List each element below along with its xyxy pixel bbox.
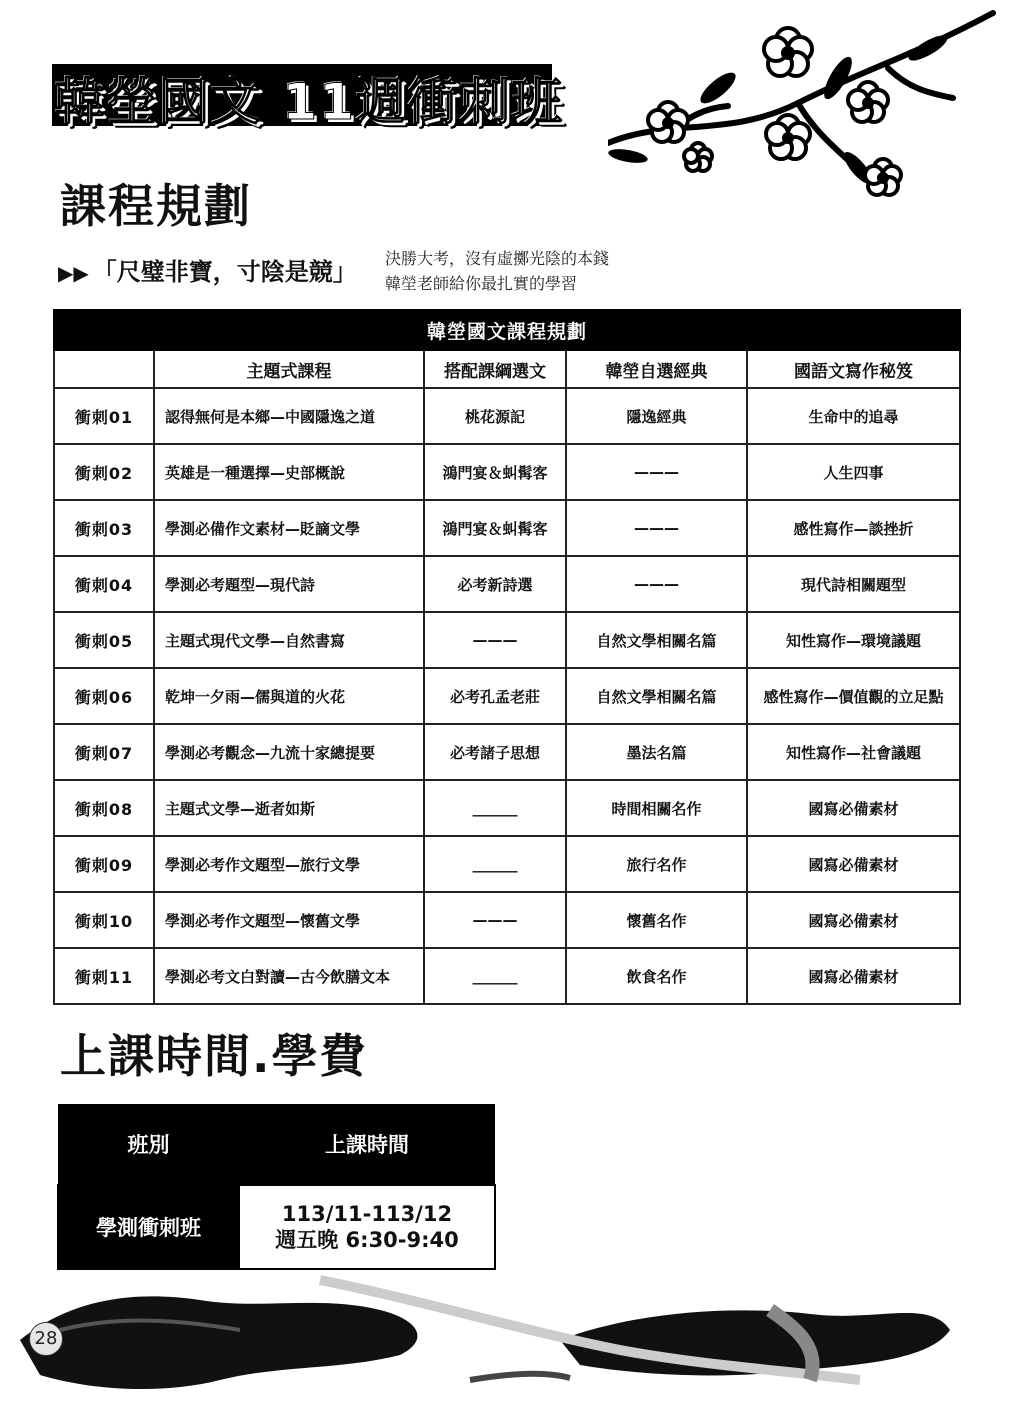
selected-text-cell: 鴻門宴＆虯髯客 xyxy=(424,444,566,500)
title-brand: 韓塋國文 xyxy=(55,73,263,131)
plum-blossom-branch-icon xyxy=(608,8,998,208)
subtext-line: 韓塋老師給你最扎實的學習 xyxy=(385,274,578,293)
classic-cell: ——— xyxy=(566,500,747,556)
column-header xyxy=(54,350,154,388)
title-course: 11週衝刺班 xyxy=(282,73,565,131)
classic-cell: 自然文學相關名篇 xyxy=(566,612,747,668)
table-row xyxy=(54,388,960,444)
selected-text-cell: 桃花源記 xyxy=(424,388,566,444)
selected-text-cell: 必考新詩選 xyxy=(424,556,566,612)
classic-cell: 墨法名篇 xyxy=(566,724,747,780)
course-code-cell: 衝刺03 xyxy=(54,500,154,556)
topic-cell: 學測必備作文素材—貶謫文學 xyxy=(154,500,424,556)
classic-cell: ——— xyxy=(566,556,747,612)
page-number: 28 xyxy=(29,1322,63,1356)
topic-cell: 主題式文學—逝者如斯 xyxy=(154,780,424,836)
table-row xyxy=(54,836,960,892)
writing-cell: 知性寫作—社會議題 xyxy=(747,724,960,780)
table-row xyxy=(54,444,960,500)
course-code-cell: 衝刺11 xyxy=(54,948,154,1004)
table-caption: 韓塋國文課程規劃 xyxy=(54,310,960,350)
course-code-cell: 衝刺02 xyxy=(54,444,154,500)
writing-cell: 生命中的追尋 xyxy=(747,388,960,444)
date-range: 113/11-113/12 xyxy=(281,1202,453,1226)
course-code-cell: 衝刺04 xyxy=(54,556,154,612)
table-row xyxy=(54,612,960,668)
table-row xyxy=(54,780,960,836)
slogan-text: 「尺璧非寶，寸陰是競」 xyxy=(92,258,357,286)
column-header: 國語文寫作秘笈 xyxy=(747,350,960,388)
topic-cell: 學測必考題型—現代詩 xyxy=(154,556,424,612)
table-header-row xyxy=(54,350,960,388)
subtext-line: 決勝大考，沒有虛擲光陰的本錢 xyxy=(385,249,610,268)
writing-cell: 現代詩相關題型 xyxy=(747,556,960,612)
double-arrow-icon: ▶▶ xyxy=(58,261,89,285)
selected-text-cell: ______ xyxy=(424,780,566,836)
course-code-cell: 衝刺05 xyxy=(54,612,154,668)
classic-cell: 旅行名作 xyxy=(566,836,747,892)
course-code-cell: 衝刺06 xyxy=(54,668,154,724)
topic-cell: 英雄是一種選擇—史部概說 xyxy=(154,444,424,500)
selected-text-cell: 必考諸子思想 xyxy=(424,724,566,780)
table-row xyxy=(54,500,960,556)
topic-cell: 認得無何是本鄉—中國隱逸之道 xyxy=(154,388,424,444)
course-plan-heading: 課程規劃 xyxy=(60,179,252,233)
writing-cell: 知性寫作—環境議題 xyxy=(747,612,960,668)
table-row xyxy=(54,948,960,1004)
table-row xyxy=(54,556,960,612)
writing-cell: 國寫必備素材 xyxy=(747,948,960,1004)
column-header: 上課時間 xyxy=(239,1104,495,1185)
schedule-table xyxy=(57,1104,496,1270)
course-plan-table xyxy=(53,309,961,1005)
classic-cell: 飲食名作 xyxy=(566,948,747,1004)
writing-cell: 國寫必備素材 xyxy=(747,780,960,836)
course-code-cell: 衝刺09 xyxy=(54,836,154,892)
classic-cell: 懷舊名作 xyxy=(566,892,747,948)
writing-cell: 感性寫作—價值觀的立足點 xyxy=(747,668,960,724)
column-header: 主題式課程 xyxy=(154,350,424,388)
classic-cell: 自然文學相關名篇 xyxy=(566,668,747,724)
topic-cell: 學測必考作文題型—懷舊文學 xyxy=(154,892,424,948)
topic-cell: 學測必考文白對讀—古今飲膳文本 xyxy=(154,948,424,1004)
topic-cell: 學測必考觀念—九流十家總提要 xyxy=(154,724,424,780)
course-code-cell: 衝刺01 xyxy=(54,388,154,444)
selected-text-cell: ______ xyxy=(424,836,566,892)
selected-text-cell: 必考孔孟老莊 xyxy=(424,668,566,724)
slogan xyxy=(58,252,357,287)
topic-cell: 學測必考作文題型—旅行文學 xyxy=(154,836,424,892)
selected-text-cell: ——— xyxy=(424,892,566,948)
selected-text-cell: 鴻門宴＆虯髯客 xyxy=(424,500,566,556)
writing-cell: 人生四事 xyxy=(747,444,960,500)
slogan-subtext xyxy=(385,246,609,296)
course-code-cell: 衝刺07 xyxy=(54,724,154,780)
writing-cell: 感性寫作—談挫折 xyxy=(747,500,960,556)
classic-cell: 隱逸經典 xyxy=(566,388,747,444)
time-slot: 週五晚 6:30-9:40 xyxy=(275,1228,459,1252)
course-code-cell: 衝刺08 xyxy=(54,780,154,836)
table-row xyxy=(54,668,960,724)
writing-cell: 國寫必備素材 xyxy=(747,892,960,948)
column-header: 韓塋自選經典 xyxy=(566,350,747,388)
schedule-heading: 上課時間.學費 xyxy=(60,1029,368,1083)
ink-brush-stroke-icon xyxy=(0,1270,1011,1410)
table-row xyxy=(54,892,960,948)
classic-cell: ——— xyxy=(566,444,747,500)
selected-text-cell: ______ xyxy=(424,948,566,1004)
course-code-cell: 衝刺10 xyxy=(54,892,154,948)
selected-text-cell: ——— xyxy=(424,612,566,668)
class-time-cell xyxy=(239,1185,495,1269)
topic-cell: 主題式現代文學—自然書寫 xyxy=(154,612,424,668)
topic-cell: 乾坤一夕雨—儒與道的火花 xyxy=(154,668,424,724)
column-header: 搭配課綱選文 xyxy=(424,350,566,388)
column-header: 班別 xyxy=(58,1104,239,1185)
page-title xyxy=(55,62,564,134)
classic-cell: 時間相關名作 xyxy=(566,780,747,836)
table-row xyxy=(54,724,960,780)
class-name-cell: 學測衝刺班 xyxy=(58,1185,239,1269)
writing-cell: 國寫必備素材 xyxy=(747,836,960,892)
